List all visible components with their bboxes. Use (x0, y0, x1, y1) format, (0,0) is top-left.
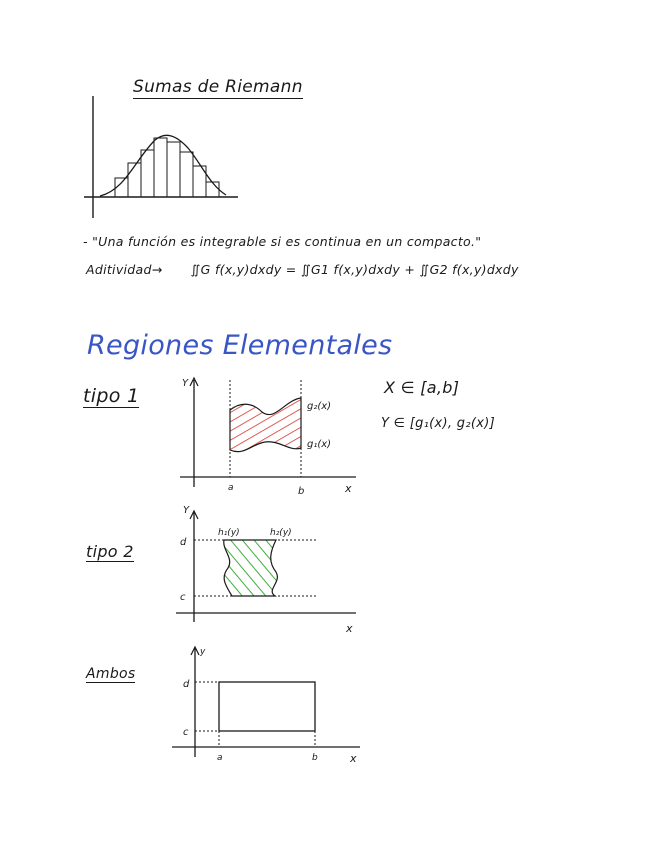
tipo1-x-condition: X ∈ [a,b] (384, 378, 460, 397)
ambos-tick-d: d (183, 679, 190, 690)
riemann-title: Sumas de Riemann (133, 77, 303, 97)
tipo2-right-curve-label: h₂(y) (270, 528, 292, 538)
ambos-region (219, 682, 315, 731)
ambos-tick-a: a (217, 753, 223, 763)
tipo1-tick-b: b (298, 486, 305, 497)
tipo2-axis-x: x (346, 622, 353, 635)
tipo1-lower-curve-label: g₁(x) (307, 439, 332, 450)
tipo2-left-curve-label: h₁(y) (218, 528, 240, 538)
tipo2-label: tipo 2 (86, 542, 134, 561)
additivity-label: Aditividad→ (86, 262, 163, 277)
integrability-statement: - "Una función es integrable si es continua en un compacto." (83, 234, 482, 249)
tipo1-upper-curve-label: g₂(x) (307, 401, 332, 412)
tipo1-tick-a: a (228, 483, 234, 493)
tipo1-axis-y: Y (182, 378, 189, 389)
tipo2-axis-y: Y (183, 505, 190, 516)
ambos-axis-x: x (350, 752, 357, 765)
additivity-formula: ∬G f(x,y)dxdy = ∬G1 f(x,y)dxdy + ∬G2 f(x,y)dxdy (190, 262, 519, 277)
elementary-regions-title: Regiones Elementales (87, 330, 393, 361)
ambos-label: Ambos (86, 666, 136, 682)
ambos-tick-c: c (183, 727, 189, 738)
tipo2-tick-c: c (180, 592, 186, 603)
tipo2-tick-d: d (180, 537, 187, 548)
tipo1-label: tipo 1 (83, 385, 140, 407)
tipo1-y-condition: Y ∈ [g₁(x), g₂(x)] (381, 416, 495, 431)
ambos-axis-y: y (200, 647, 206, 657)
tipo1-axis-x: x (345, 482, 352, 495)
ambos-tick-b: b (312, 753, 318, 763)
